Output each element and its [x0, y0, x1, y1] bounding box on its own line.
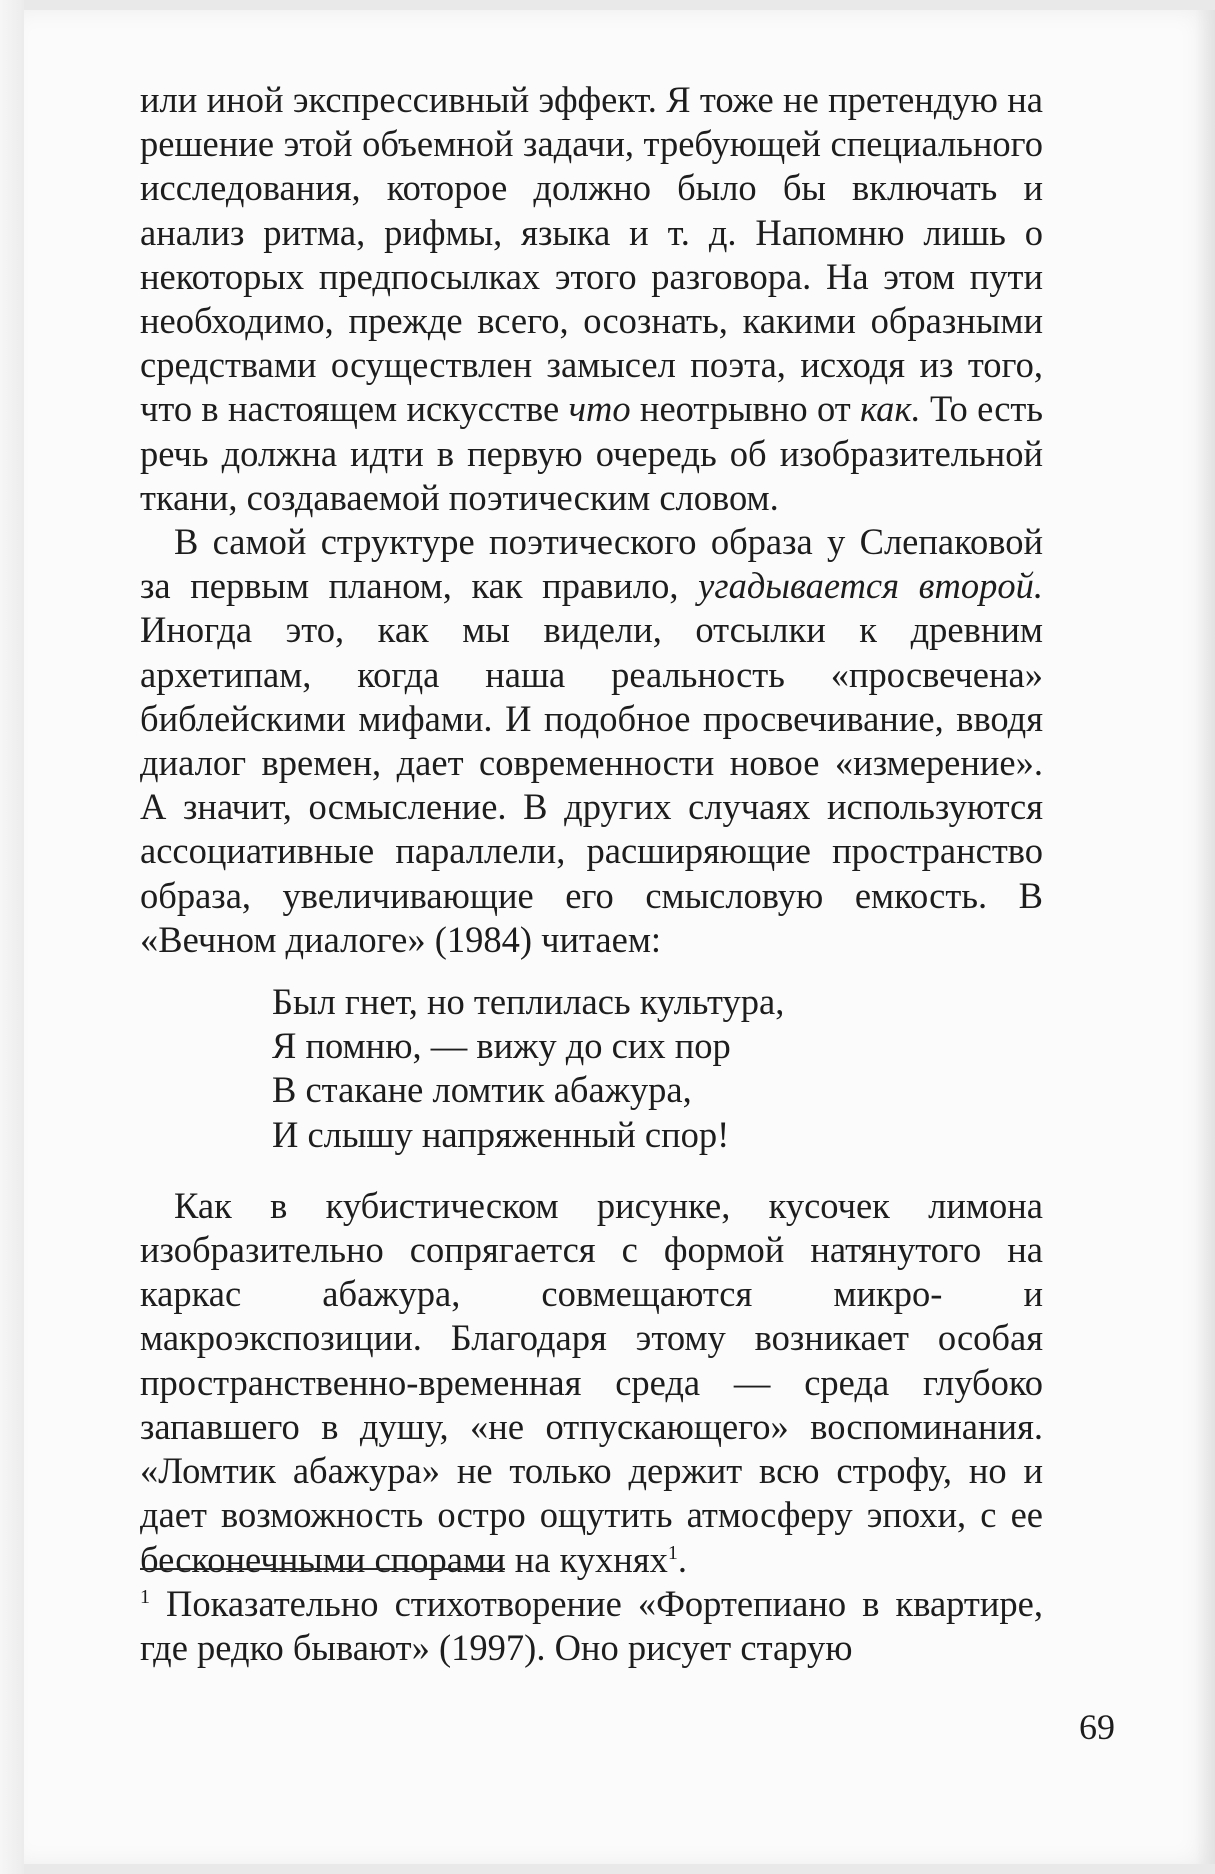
paragraph-2-text: В самой структуре поэтического образа у Слепаковой за первым планом, как правило, [140, 521, 1043, 607]
footnote-text: Показательно стихотворение «Фортепиано в квартире, где редко бывают» (1997). Оно рисует старую [140, 1583, 1043, 1669]
paragraph-3-end: . [677, 1538, 687, 1580]
main-text [140, 78, 1043, 1582]
paragraph-3 [140, 1184, 1043, 1582]
paragraph-1-italic-1: что [568, 388, 631, 430]
paragraph-1 [140, 78, 1043, 520]
paragraph-1-text-2: неотрывно от [630, 388, 860, 430]
verse-quote [140, 980, 1043, 1157]
verse-line-1: Был гнет, но теплилась культура, [272, 981, 785, 1023]
paragraph-1-italic-2: как. [860, 388, 921, 430]
page-number: 69 [1079, 1707, 1115, 1747]
footnote-reference: 1 [667, 1541, 678, 1564]
verse-line-3: В стакане ломтик абажура, [272, 1069, 692, 1111]
verse-line-2: Я помню, — вижу до сих пор [272, 1025, 731, 1067]
paragraph-2-italic: угадывается второй. [698, 565, 1044, 607]
footnote-mark: 1 [140, 1585, 150, 1608]
footnote-area [140, 1568, 1043, 1670]
page-shadow [1195, 10, 1215, 1864]
paragraph-2 [140, 520, 1043, 962]
footnote-rule [140, 1568, 505, 1570]
footnote [140, 1582, 1043, 1670]
paragraph-1-text-3: То есть речь должна идти в первую очередь об изобразительной ткани, создаваемой поэтическим словом. [140, 388, 1043, 518]
paragraph-1-text: или иной экспрессивный эффект. Я тоже не претендую на решение этой объемной задачи, требующей специального исследования, которое должно было бы включать и анализ ритма, рифмы, языка и т. д. Напомню лишь о некоторых предпосылках этого разговора. На этом пути необходимо, прежде всего, осознать, какими образными средствами осуществлен замысел поэта, исходя из того, что в настоящем искусстве [140, 79, 1043, 430]
paragraph-2-text-2: Иногда это, как мы видели, отсылки к древним архетипам, когда наша реальность «просвечена» библейскими мифами. И подобное просвечивание, вводя диалог времен, дает современности новое «измерение». А значит, осмысление. В других случаях используются ассоциативные параллели, расширяющие пространство образа, увеличивающие его смысловую емкость. В «Вечном диалоге» (1984) читаем: [140, 609, 1043, 960]
scan-edge [0, 0, 24, 1874]
paragraph-3-text: Как в кубистическом рисунке, кусочек лимона изобразительно сопрягается с формой натянутого на каркас абажура, совмещаются микро- и макроэкспозиции. Благодаря этому возникает особая пространственно-временная среда — среда глубоко запавшего в душу, «не отпускающего» воспоминания. «Ломтик абажура» не только держит всю строфу, но и дает возможность остро ощутить атмосферу эпохи, с ее бесконечными спорами на кухнях [140, 1184, 1043, 1580]
verse-line-4: И слышу напряженный спор! [272, 1113, 730, 1155]
